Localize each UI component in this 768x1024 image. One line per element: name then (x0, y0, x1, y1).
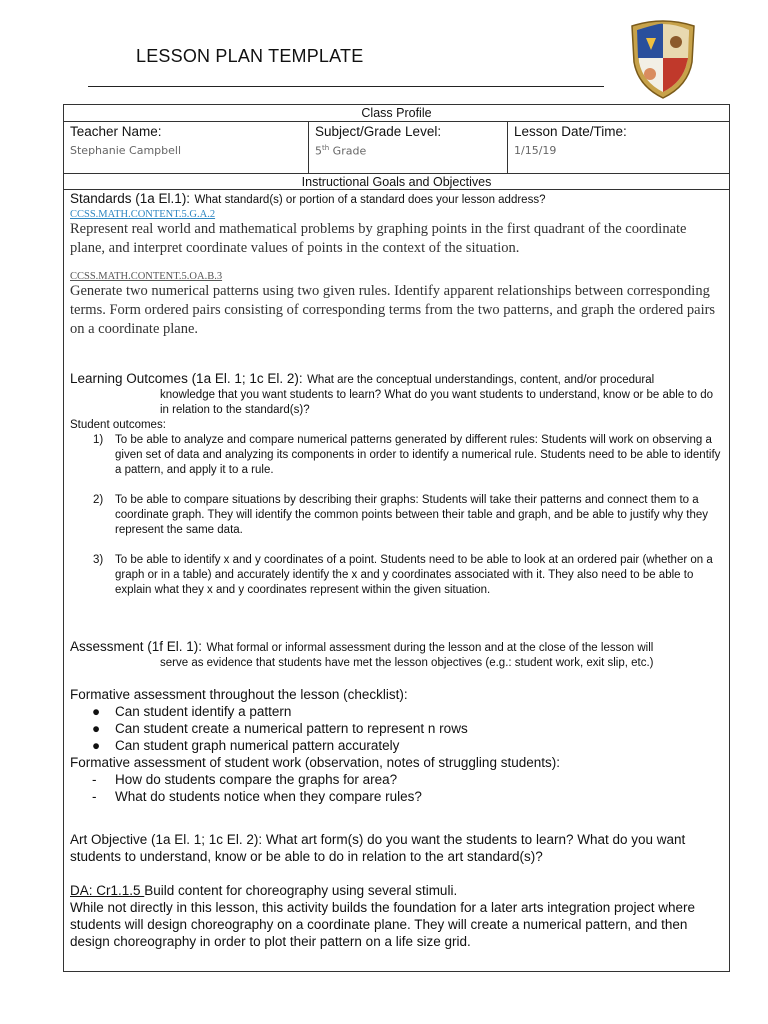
checklist-text: Can student identify a pattern (115, 704, 292, 719)
list-text: To be able to identify x and y coordinates of a point. Students need to be able to look at an ordered pair (whether on a graph or in a table) and accurately identify the x and y coordinates associated with it. They also need to be able to explain what they x and y coordinates represent within the given situation. (115, 554, 713, 596)
learning-outcomes-prompt: What are the conceptual understandings, content, and/or procedural (307, 374, 655, 386)
assessment-label: Assessment (1f El. 1): (70, 639, 203, 654)
standards-label: Standards (1a El.1): (70, 191, 191, 206)
class-profile-heading: Class Profile (64, 105, 729, 122)
student-work-label: Formative assessment of student work (observation, notes of struggling students): (70, 755, 560, 770)
student-outcomes-label: Student outcomes: (70, 419, 166, 431)
art-description: While not directly in this lesson, this activity builds the foundation for a later arts integration project where students will design choreography on a coordinate plane. They will create a numerical pattern, and then design choreography in order to plot their pattern on a life size grid. (70, 900, 696, 949)
list-number: 1) (93, 434, 104, 446)
subject-label: Subject/Grade Level: (315, 124, 442, 139)
date-label: Lesson Date/Time: (514, 124, 627, 139)
subject-grade-number: 5 (315, 144, 322, 158)
assessment-questions (70, 771, 723, 805)
art-standard-text: Build content for choreography using several stimuli. (144, 883, 458, 898)
list-item (70, 553, 723, 598)
question-item: - What do students notice when they compare rules? (92, 789, 422, 804)
class-profile-row (64, 122, 729, 173)
subject-cell (308, 122, 507, 173)
standards-prompt: What standard(s) or portion of a standard does your lesson address? (194, 194, 546, 206)
subject-grade-word: Grade (329, 144, 367, 158)
goals-heading: Instructional Goals and Objectives (64, 173, 729, 190)
checklist-item: ● Can student create a numerical pattern to represent n rows (92, 721, 468, 736)
standard-2-code[interactable]: CCSS.MATH.CONTENT.5.OA.B.3 (70, 271, 223, 282)
list-text: To be able to analyze and compare numerical patterns generated by different rules: Students will work on observing a given set of data and analyzing its components in order to identify a numerical rule. Students need to be able to identify a pattern, and apply it to a rule. (115, 434, 721, 476)
list-text: To be able to compare situations by describing their graphs: Students will take their patterns and connect them to a coordinate graph. They will identify the common points between their table and graph, and be able to justify why they represent the same data. (115, 494, 709, 536)
subject-value (315, 144, 501, 158)
formative-label: Formative assessment throughout the lesson (checklist): (70, 687, 408, 702)
list-number: 3) (93, 554, 104, 566)
teacher-cell (64, 122, 308, 173)
standard-1-text: Represent real world and mathematical problems by graphing points in the first quadrant of the coordinate plane, and interpret coordinate values of points in the context of the situation. (70, 221, 687, 256)
teacher-value: Stephanie Campbell (70, 144, 182, 157)
question-item: - How do students compare the graphs for area? (92, 772, 398, 787)
teacher-label: Teacher Name: (70, 124, 162, 139)
assessment-prompt: What formal or informal assessment during the lesson and at the close of the lesson will (206, 642, 654, 654)
question-text: How do students compare the graphs for area? (115, 772, 398, 787)
art-standard-code: DA: Cr1.1.5 (70, 883, 145, 898)
list-item (70, 493, 723, 538)
document-title: LESSON PLAN TEMPLATE (136, 46, 364, 66)
checklist-item: ● Can student identify a pattern (92, 704, 292, 719)
date-cell (507, 122, 729, 173)
assessment-checklist (70, 703, 723, 754)
student-outcomes-list (70, 433, 723, 598)
date-value: 1/15/19 (514, 144, 557, 157)
list-item (70, 433, 723, 478)
learning-outcomes-prompt-rest: knowledge that you want students to learn? What do you want students to understand, know or be able to do in relation to the standard(s)? (160, 389, 713, 416)
learning-outcomes-label: Learning Outcomes (1a El. 1; 1c El. 2): (70, 371, 303, 386)
standard-1-code[interactable]: CCSS.MATH.CONTENT.5.G.A.2 (70, 209, 216, 220)
standards-line (70, 190, 723, 209)
lesson-plan-table (63, 104, 730, 972)
assessment-prompt-rest: serve as evidence that students have met the lesson objectives (e.g.: student work, exit slip, etc.) (160, 657, 654, 669)
subject-grade-suffix: th (322, 144, 330, 152)
art-objective: Art Objective (1a El. 1; 1c El. 2): What art form(s) do you want the students to learn? What do you want students to understand, know or be able to do in relation to the art standard(s)? (70, 832, 686, 864)
assessment-line (70, 639, 723, 656)
checklist-text: Can student graph numerical pattern accurately (115, 738, 400, 753)
school-crest-logo (626, 16, 700, 100)
title-underline (88, 86, 604, 87)
standard-2-text: Generate two numerical patterns using two given rules. Identify apparent relationships between corresponding terms. Form ordered pairs consisting of corresponding terms from the two patterns, and graph the ordered pairs on a coordinate plane. (70, 283, 716, 337)
goals-content (64, 190, 729, 950)
art-standard-line (70, 882, 723, 899)
list-number: 2) (93, 494, 104, 506)
question-text: What do students notice when they compare rules? (115, 789, 422, 804)
checklist-text: Can student create a numerical pattern to represent n rows (115, 721, 468, 736)
checklist-item: ● Can student graph numerical pattern accurately (92, 738, 400, 753)
learning-outcomes-line (70, 371, 723, 388)
